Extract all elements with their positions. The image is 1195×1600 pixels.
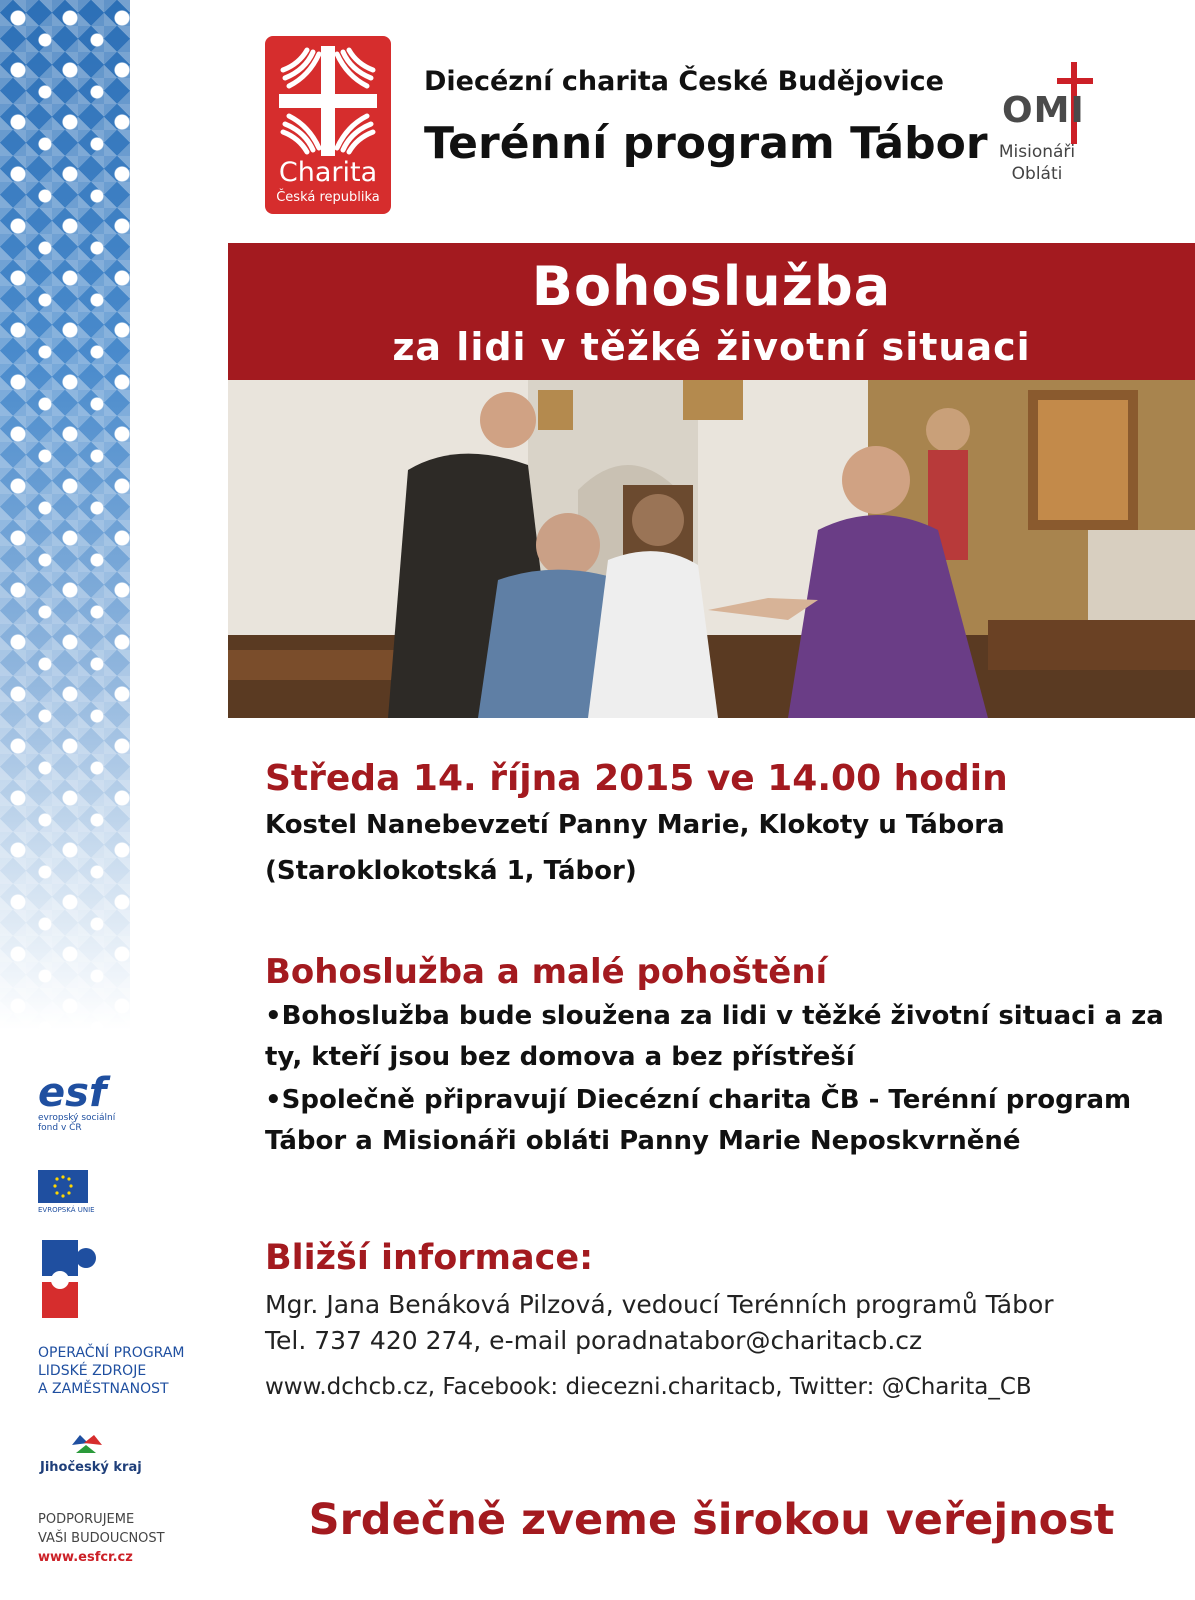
charita-cross-icon [279, 46, 377, 156]
support-text [38, 1510, 165, 1567]
invite-text: Srdečně zveme širokou veřejnost [308, 1495, 1115, 1545]
jihocesky-kraj: Jihočeský kraj [40, 1460, 142, 1475]
church-photo-illustration [228, 380, 1195, 718]
op-line3: A ZAMĚSTNANOST [38, 1381, 169, 1397]
op-line1: OPERAČNÍ PROGRAM [38, 1345, 185, 1361]
puzzle-pattern-strip [0, 0, 130, 1030]
event-church: Kostel Nanebevzetí Panny Marie, Klokoty u Tábora [265, 810, 1005, 840]
esf-logo-text: evropský sociální fond v ČR [38, 1113, 116, 1133]
program-heading: Bohoslužba a malé pohoštění [265, 952, 828, 992]
charita-logo-sub: Česká republika [276, 190, 380, 205]
church-photo [228, 380, 1195, 718]
op-puzzle-icon [38, 1240, 102, 1324]
organization-name: Diecézní charita České Budějovice [424, 66, 944, 97]
eu-flag-icon [38, 1170, 88, 1203]
esf-logo [38, 1070, 128, 1133]
omi-mark: OMI [1002, 90, 1085, 131]
info-heading: Bližší informace: [265, 1238, 594, 1278]
omi-line1: Misionáři [998, 142, 1076, 162]
support-web: www.esfcr.cz [38, 1550, 133, 1565]
omi-logo [982, 62, 1102, 182]
info-web: www.dchcb.cz, Facebook: diecezni.charitacb, Twitter: @Charita_CB [265, 1374, 1032, 1400]
eu-text: EVROPSKÁ UNIE [38, 1206, 95, 1214]
jihocesky-kraj-icon [70, 1433, 104, 1455]
program-name: Terénní program Tábor [424, 118, 988, 169]
title-banner [228, 243, 1195, 380]
info-phone-email: Tel. 737 420 274, e-mail poradnatabor@charitacb.cz [265, 1326, 923, 1355]
banner-title: Bohoslužba [531, 255, 892, 318]
support-line2: VAŠI BUDOUCNOST [38, 1531, 165, 1546]
event-date: Středa 14. října 2015 ve 14.00 hodin [265, 758, 1008, 799]
omi-line2: Obláti [1011, 164, 1063, 184]
banner-subtitle: za lidi v těžké životní situaci [392, 325, 1031, 369]
program-bullet-2: •Společně připravují Diecézní charita ČB - Terénní program Tábor a Misionáři obláti Panny Marie Neposkvrněné [265, 1085, 1132, 1156]
charita-logo [265, 36, 391, 214]
program-bullet-1: •Bohoslužba bude sloužena za lidi v těžké životní situaci a za ty, kteří jsou bez domova a bez přístřeší [265, 1001, 1164, 1072]
op-line2: LIDSKÉ ZDROJE [38, 1363, 147, 1379]
charita-logo-name: Charita [278, 157, 378, 188]
event-address: (Staroklokotská 1, Tábor) [265, 856, 637, 886]
esf-logo-mark: esf [38, 1070, 107, 1116]
op-text [38, 1344, 228, 1398]
support-line1: PODPORUJEME [38, 1512, 135, 1527]
info-contact: Mgr. Jana Benáková Pilzová, vedoucí Terénních programů Tábor [265, 1290, 1054, 1319]
